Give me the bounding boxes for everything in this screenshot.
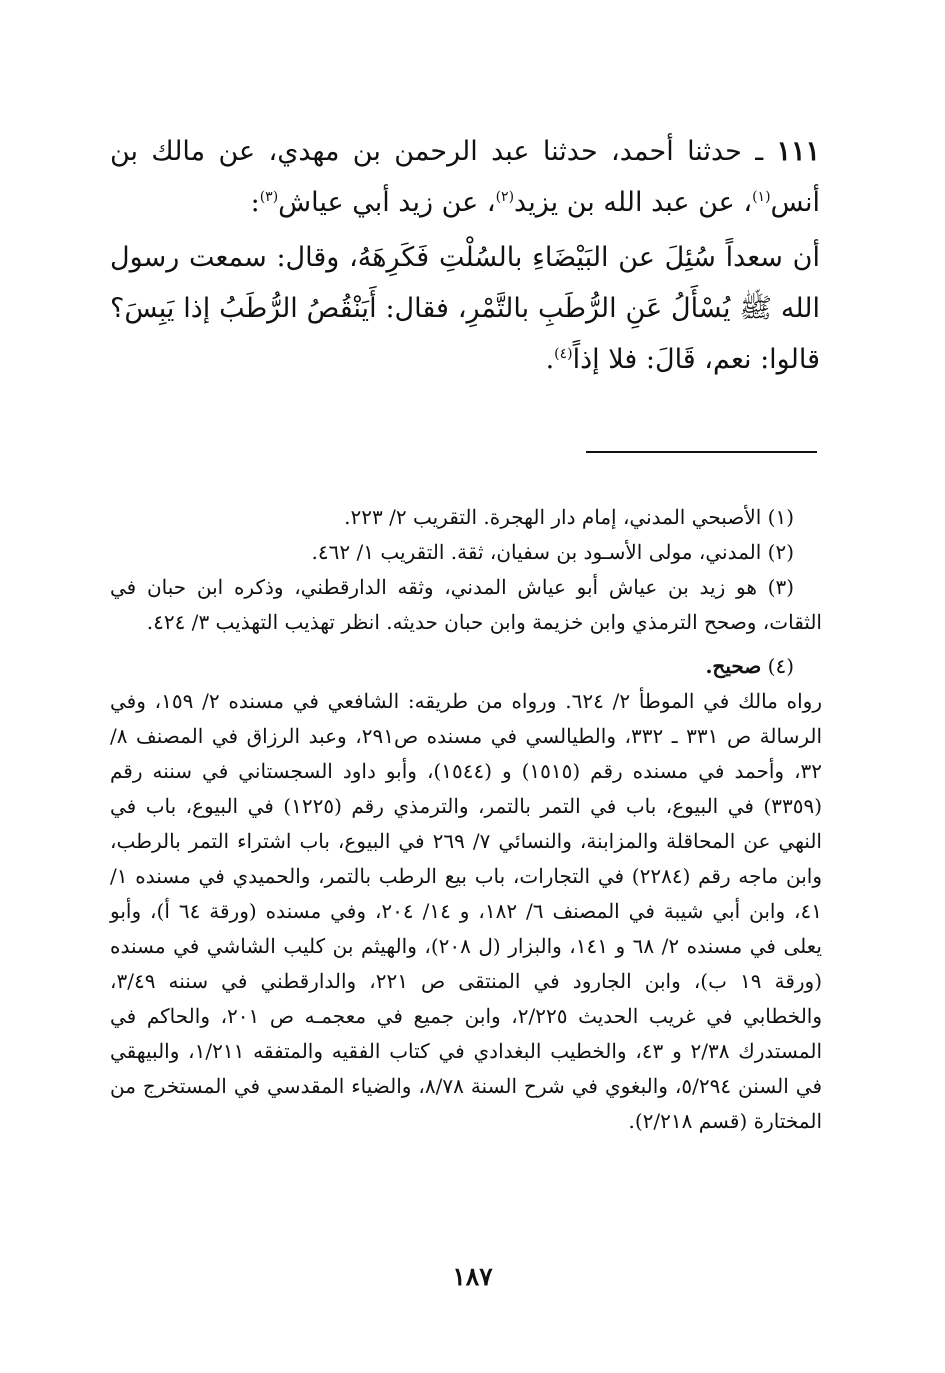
footnote-ref-4: (٤) <box>554 346 573 362</box>
footnotes <box>110 500 822 1139</box>
footnote-4-grade: صحيح. <box>705 654 762 678</box>
footnote-ref-3: (٣) <box>259 189 279 205</box>
footnote-4-sources: رواه مالك في الموطأ ٢/ ٦٢٤. ورواه من طريقه: الشافعي في مسنده ٢/ ١٥٩، وفي الرسالة ص ٣٣١ ـ ٣٣٢، والطيالسي في مسنده ص٢٩١، وعبد الرزاق في المصنف ٨/ ٣٢، وأحمد في مسنده رقم (١٥١٥) و (١٥٤٤)، وأبو داود السجستاني في سننه رقم (٣٣٥٩) في البيوع، باب في التمر بالتمر، والترمذي رقم (١٢٢٥) في البيوع، باب في النهي عن المحاقلة والمزابنة، والنسائي ٧/ ٢٦٩ في البيوع، باب اشتراء التمر بالرطب، وابن ماجه رقم (٢٢٨٤) في التجارات، باب بيع الرطب بالتمر، والحميدي في مسنده ١/ ٤١، وابن أبي شيبة في المصنف ٦/ ١٨٢، و ١٤/ ٢٠٤، وفي مسنده (ورقة ٦٤ أ)، وأبو يعلى في مسنده ٢/ ٦٨ و ١٤١، والبزار (ل ٢٠٨)، والهيثم بن كليب الشاشي في مسنده (ورقة ١٩ ب)، وابن الجارود في المنتقى ص ٢٢١، والدارقطني في سننه ٣/٤٩، والخطابي في غريب الحديث ٢/٢٢٥، وابن جميع في معجمـه ص ٢٠١، والحاكم في المستدرك ٢/٣٨ و ٤٣، والخطيب البغدادي في كتاب الفقيه والمتفقه ١/٢١١، والبيهقي في السنن ٥/٢٩٤، والبغوي في شرح السنة ٨/٧٨، والضياء المقدسي في المستخرج من المختارة (قسم ٢/٢١٨). <box>110 689 823 1133</box>
page-number: ١٨٧ <box>452 1262 493 1291</box>
hadith-isnad <box>110 126 820 228</box>
footnote-2: (٢) المدني، مولى الأسـود بن سفيان، ثقة. التقريب ١/ ٤٦٢. <box>311 540 794 564</box>
footnote-separator <box>586 451 817 453</box>
footnote-4-label: (٤) <box>761 654 794 678</box>
isnad-text-1: ـ حدثنا أحمد، حدثنا عبد الرحمن بن مهدي، عن مالك بن أنس <box>110 136 820 218</box>
isnad-text-2: ، عن عبد الله بن يزيد <box>514 187 753 218</box>
footnote-1: (١) الأصبحي المدني، إمام دار الهجرة. التقريب ٢/ ٢٢٣. <box>344 505 794 529</box>
footnote-ref-2: (٢) <box>495 189 515 205</box>
footnote-4-heading <box>110 649 822 684</box>
footnote-3: (٣) هو زيد بن عياش أبو عياش المدني، وثقه الدارقطني، وذكره ابن حبان في الثقات، وصحح الترمذي وابن خزيمة وابن حبان حديثه. انظر تهذيب التهذيب ٣/ ٤٢٤. <box>110 575 822 634</box>
matn-text: أن سعداً سُئِلَ عن البَيْضَاءِ بالسُلْتِ فَكَرِهَهُ، وقال: سمعت رسول الله ﷺ يُسْأَلُ عَنِ الرُّطَبِ بالتَّمْرِ، فقال: أَيَنْقُصُ الرُّطَبُ إذا يَبِسَ؟ قالوا: نعم، قَالَ: فلا إذاً <box>110 242 820 375</box>
hadith-number: ١١١ <box>776 136 820 167</box>
matn-end: . <box>545 344 555 375</box>
isnad-colon: : <box>250 187 260 218</box>
footnote-ref-1: (١) <box>752 189 771 205</box>
hadith-matn <box>110 232 820 385</box>
hadith-block <box>110 126 820 385</box>
isnad-text-3: ، عن زيد أبي عياش <box>278 187 496 218</box>
